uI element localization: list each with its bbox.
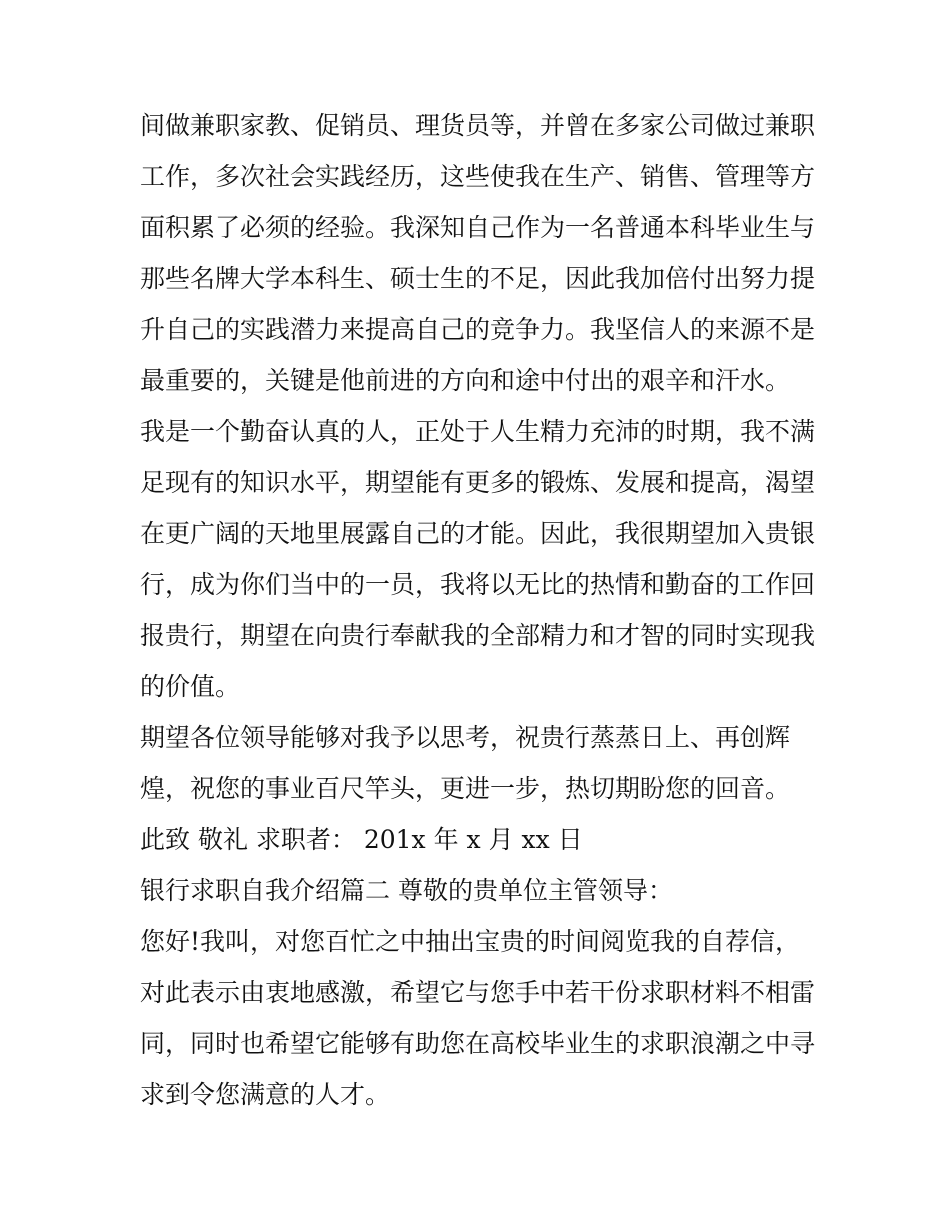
- text-line: 煌，祝您的事业百尺竿头，更进一步，热切期盼您的回音。: [140, 774, 791, 803]
- text-line: 求到令您满意的人才。: [140, 1080, 391, 1109]
- text-line: 足现有的知识水平，期望能有更多的锻炼、发展和提高，渴望: [140, 468, 816, 497]
- document-body: [140, 100, 820, 1120]
- section-heading: 银行求职自我介绍篇二 尊敬的贵单位主管领导：: [140, 876, 673, 905]
- text-line: 工作，多次社会实践经历，这些使我在生产、销售、管理等方: [140, 162, 816, 191]
- text-line: 最重要的，关键是他前进的方向和途中付出的艰辛和汗水。: [140, 366, 791, 395]
- closing-line: 此致 敬礼 求职者： 201x 年 x 月 xx 日: [140, 825, 583, 854]
- text-line: 对此表示由衷地感激，希望它与您手中若干份求职材料不相雷: [140, 978, 816, 1007]
- text-line: 您好!我叫，对您百忙之中抽出宝贵的时间阅览我的自荐信，: [140, 927, 801, 956]
- text-line: 间做兼职家教、促销员、理货员等，并曾在多家公司做过兼职: [140, 111, 816, 140]
- text-line: 期望各位领导能够对我予以思考，祝贵行蒸蒸日上、再创辉: [140, 723, 791, 752]
- text-line: 面积累了必须的经验。我深知自己作为一名普通本科毕业生与: [140, 213, 816, 242]
- text-line: 升自己的实践潜力来提高自己的竞争力。我坚信人的来源不是: [140, 315, 816, 344]
- text-line: 同，同时也希望它能够有助您在高校毕业生的求职浪潮之中寻: [140, 1029, 816, 1058]
- text-line: 那些名牌大学本科生、硕士生的不足，因此我加倍付出努力提: [140, 264, 816, 293]
- text-line: 我是一个勤奋认真的人，正处于人生精力充沛的时期，我不满: [140, 417, 816, 446]
- text-line: 行，成为你们当中的一员，我将以无比的热情和勤奋的工作回: [140, 570, 816, 599]
- text-line: 在更广阔的天地里展露自己的才能。因此，我很期望加入贵银: [140, 519, 816, 548]
- text-line: 报贵行，期望在向贵行奉献我的全部精力和才智的同时实现我: [140, 621, 816, 650]
- text-line: 的价值。: [140, 672, 241, 701]
